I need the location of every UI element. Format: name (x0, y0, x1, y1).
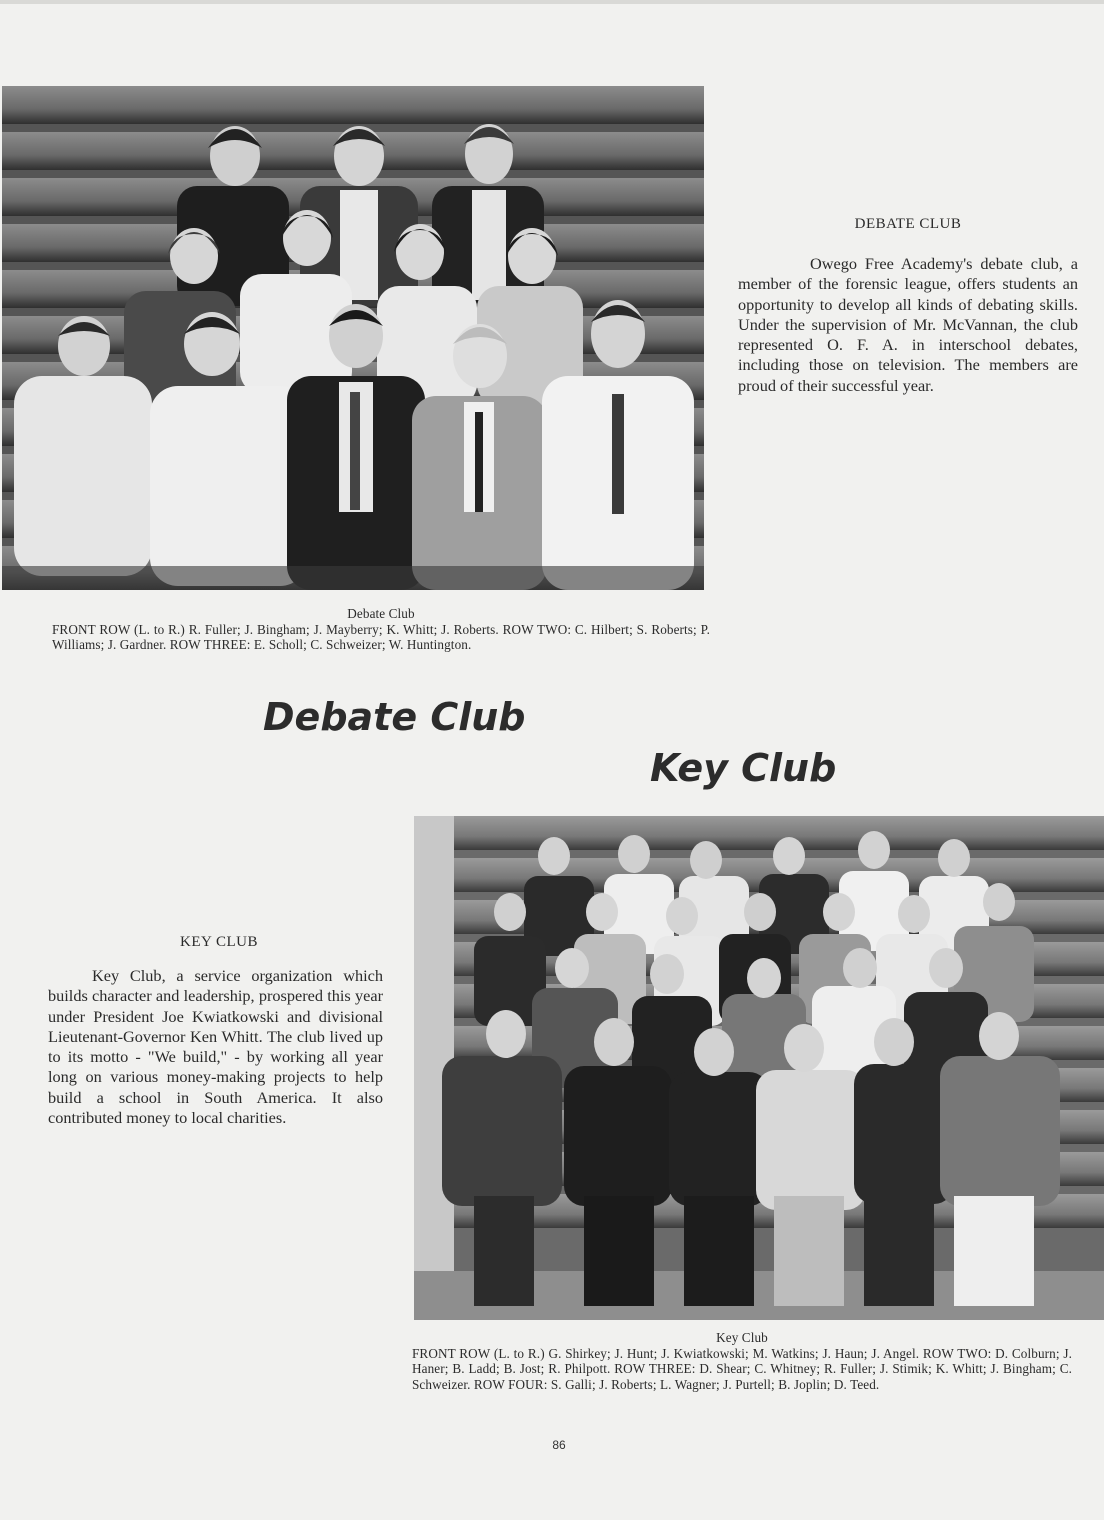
debate-club-photo (2, 86, 704, 590)
page-number-text: 86 (552, 1438, 566, 1452)
key-club-title: Key Club (650, 746, 837, 790)
key-club-caption (412, 1330, 1072, 1392)
key-club-photo (414, 816, 1104, 1320)
top-rule (0, 0, 1104, 4)
debate-club-title: Debate Club (263, 695, 526, 739)
debate-caption-names: FRONT ROW (L. to R.) R. Fuller; J. Bingham; J. Mayberry; K. Whitt; J. Roberts. ROW TWO: C. Hilbert; S. Roberts; P. Williams; J. Gardner. ROW THREE: E. Scholl; C. Schweizer; W. Huntington. (52, 621, 710, 652)
debate-club-heading: DEBATE CLUB (854, 216, 962, 232)
debate-caption-title: Debate Club (347, 606, 415, 621)
key-club-description: Key Club, a service organization which builds character and leadership, prospered this year under President Joe Kwiatkowski and divisional Lieutenant-Governor Ken Whitt. The club lived up to its motto - "We build," - by working all year long on various money-making projects to help build a school in South America. It also contributed money to local charities. (48, 966, 383, 1128)
key-caption-title: Key Club (716, 1330, 768, 1345)
key-club-heading: KEY CLUB (179, 934, 259, 950)
key-caption-names: FRONT ROW (L. to R.) G. Shirkey; J. Hunt; J. Kwiatkowski; M. Watkins; J. Haun; J. Angel. ROW TWO: D. Colburn; J. Haner; B. Ladd; B. Jost; R. Philpott. ROW THREE: D. Shear; C. Whitney; R. Fuller; J. Stimik; K. Whitt; J. Bingham; C. Schweizer. ROW FOUR: S. Galli; J. Roberts; L. Wagner; J. Purtell; B. Joplin; D. Teed. (412, 1345, 1072, 1392)
debate-club-caption (52, 606, 710, 653)
page-number (0, 1438, 1104, 1452)
debate-club-description: Owego Free Academy's debate club, a member of the forensic league, offers students an opportunity to develop all kinds of debating skills. Under the supervision of Mr. McVannan, the club represented O. F. A. in interschool debates, including those on television. The members are proud of their successful year. (738, 254, 1078, 395)
